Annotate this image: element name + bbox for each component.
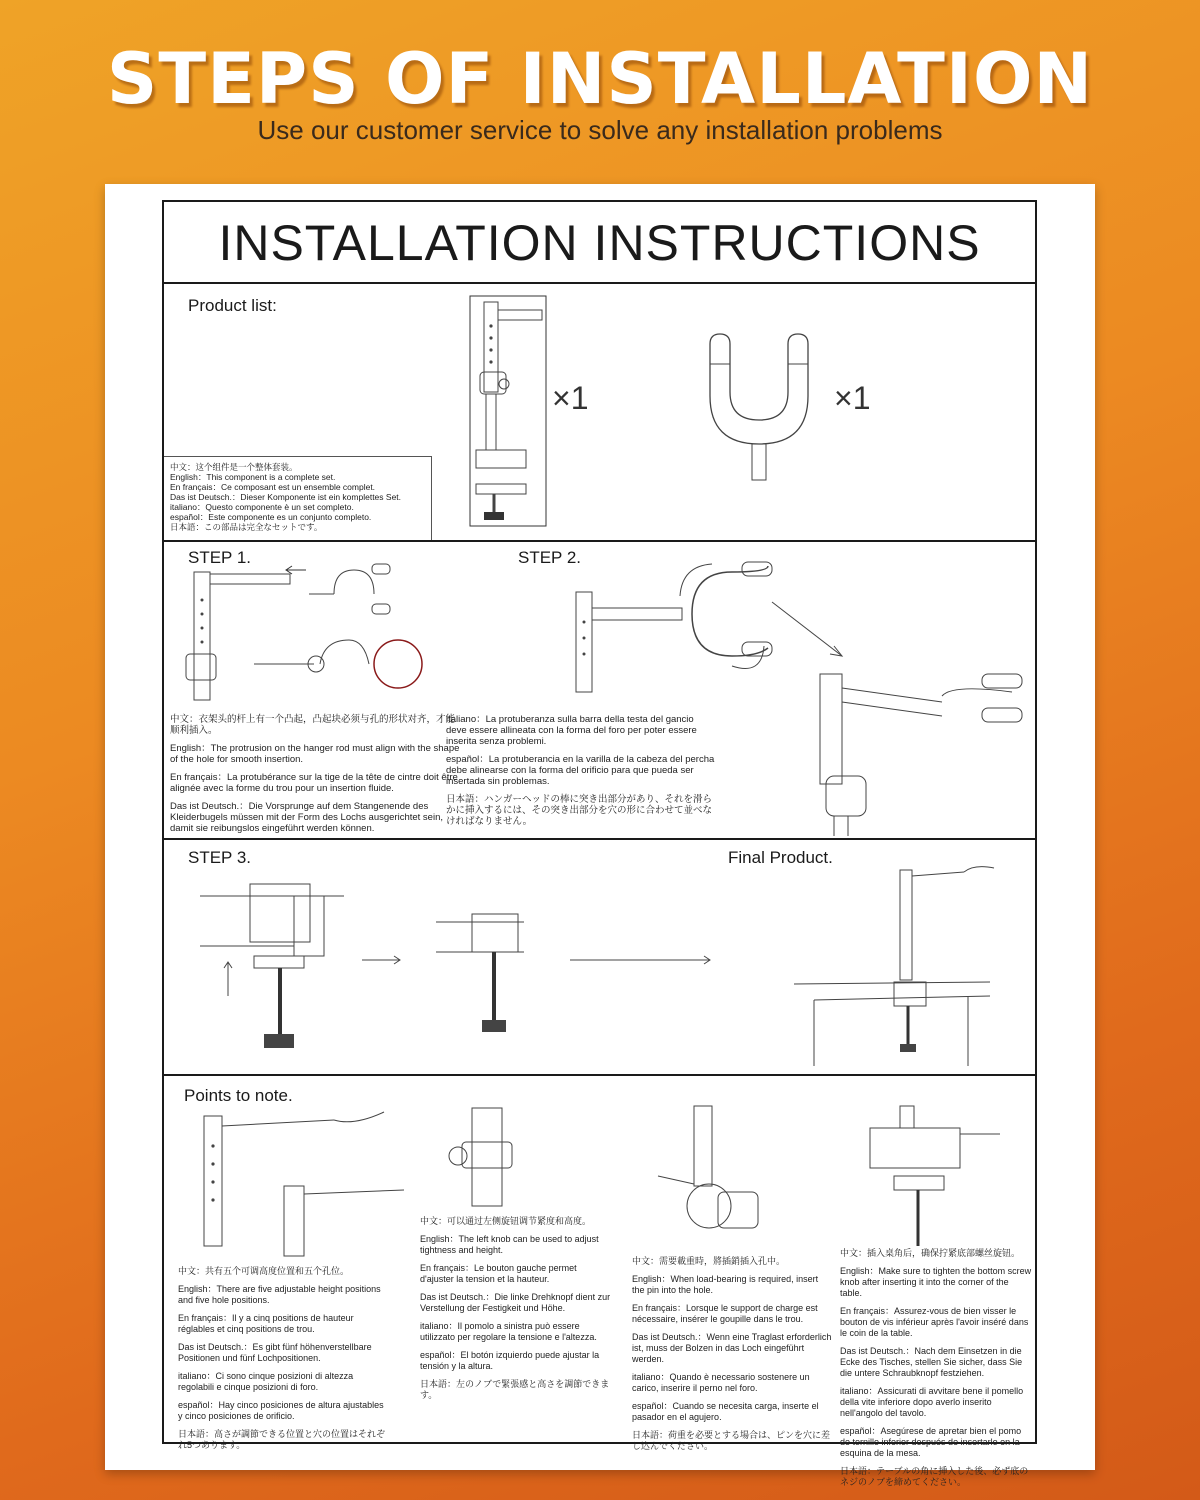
- final-product-label: Final Product.: [728, 848, 833, 867]
- stand-part-drawing: [470, 296, 550, 528]
- hanger-quantity: ×1: [834, 380, 871, 416]
- step-3-section: [164, 840, 1035, 1076]
- points-to-note-section: [164, 1076, 1035, 1487]
- title-band: [164, 202, 1035, 284]
- step-1-label: STEP 1.: [188, 548, 251, 567]
- steps-1-2-section: [164, 542, 1035, 840]
- product-list-section: [164, 284, 1035, 542]
- step-2-label: STEP 2.: [518, 548, 581, 567]
- instruction-frame: [162, 200, 1037, 1487]
- page-subtitle: Use our customer service to solve any installation problems: [257, 115, 943, 145]
- product-note: 中文：这个组件是一个整体套装。 English：This component is a complete set. En français：Ce composant est un ensemble complet. Das ist Deutsch.：Dieser Komponente ist ein komplettes Set. italiano：Questo componente è un set completo. español：Este componente es un conjunto completo. 日本語：この部品は完全なセットです。: [170, 462, 402, 532]
- note-3-drawing: [654, 1106, 784, 1256]
- note-4-drawing: [864, 1106, 1004, 1246]
- note-2-text: 中文：可以通过左侧旋钮调节紧度和高度。 English：The left knob can be used to adjust tightness and height. En français：Le bouton gauche permet d'ajuster la tension et la hauteur. Das ist Deutsch.：Die linke Drehknopf dient zur Verstellung der Festigkeit und Höhe. italiano：Il pomolo a sinistra può essere utilizzato per regolare la tensione e l'altezza. español：El botón izquierdo puede ajustar la tensión y la altura. 日本語：左のノブで緊張感と高さを調節できます。: [420, 1216, 611, 1400]
- note-1-drawing: [194, 1106, 414, 1256]
- step-1-2-note-right: italiano：La protuberanza sulla barra della testa del gancio deve essere allineata con la forma del foro per poter essere inserita senza problemi. español：La protuberancia en la varilla de la cabeza del percha debe alinearse con la forma del orificio para que pueda ser insertada sin problemas. 日本語：ハンガーヘッドの棒に突き出部分があり、それを滑らかに挿入するには、その突き出部分を穴の形に合わせて並べなければなりません。: [446, 714, 715, 827]
- note-1-text: 中文：共有五个可调高度位置和五个孔位。 English：There are five adjustable height positions and five hole positions. En français：Il y a cinq positions de hauteur réglables et cinq positions de trou. Das ist Deutsch.：Es gibt fünf höhenverstellbare Positionen und fünf Lochpositionen. italiano：Ci sono cinque posizioni di altezza regolabili e cinque posizioni di foro. español：Hay cinco posiciones de altura ajustables y cinco posiciones de orificio. 日本語：高さが調節できる位置と穴の位置はそれぞれ5つあります。: [178, 1266, 386, 1450]
- page-title: STEPS OF INSTALLATION: [106, 38, 1094, 120]
- note-2-drawing: [442, 1106, 542, 1210]
- hanger-part-drawing: [704, 334, 814, 484]
- product-list-label: Product list:: [188, 296, 277, 315]
- points-to-note-label: Points to note.: [184, 1086, 293, 1105]
- step-1-2-note-left: 中文：衣架头的杆上有一个凸起，凸起块必须与孔的形状对齐，才能顺利插入。 English：The protrusion on the hanger rod must align with the shape of the hole for smooth insertion. En français：La protubérance sur la tige de la tête de cintre doit être alignée avec la forme du trou pour un insertion fluide. Das ist Deutsch.：Die Vorsprunge auf dem Stangenende des Kleiderbugels müssen mit der Form des Lochs ausgerichtet sein, damit sie reibungslos eingeführt werden können.: [170, 714, 460, 834]
- step-3-label: STEP 3.: [188, 848, 251, 867]
- step-3-drawing: [194, 866, 1034, 1066]
- stand-quantity: ×1: [552, 380, 589, 416]
- step-1-drawing: [184, 564, 424, 704]
- note-4-text: 中文：插入桌角后，确保拧紧底部螺丝旋钮。 English：Make sure to tighten the bottom screw knob after inserting it into the corner of the table. En français：Assurez-vous de bien visser le bouton de vis inférieur après l'avoir inséré dans le coin de la table. Das ist Deutsch.：Nach dem Einsetzen in die Ecke des Tisches, stellen Sie sicher, dass Sie die untere Schraubknopf festziehen. italiano：Assicurati di avvitare bene il pomello della vite inferiore dopo averlo inserito nell'angolo del tavolo. español：Asegúrese de apretar bien el pomo de tornillo inferior después de insertarlo en la esquina de la mesa. 日本語：テーブルの角に挿入した後、必ず底のネジのノブを締めてください。: [840, 1248, 1032, 1487]
- note-3-text: 中文：需要載重時，將插銷插入孔中。 English：When load-bearing is required, insert the pin into the hole. En français：Lorsque le support de charge est nécessaire, insérer le goupille dans le trou. Das ist Deutsch.：Wenn eine Traglast erforderlich ist, muss der Bolzen in das Loch eingeführt werden. italiano：Quando è necessario sostenere un carico, inserire il perno nel foro. español：Cuando se necesita carga, inserte el pasador en el agujero. 日本語：荷重を必要とする場合は、ピンを穴に差し込んでください。: [632, 1256, 832, 1451]
- document-title: INSTALLATION INSTRUCTIONS: [218, 215, 981, 271]
